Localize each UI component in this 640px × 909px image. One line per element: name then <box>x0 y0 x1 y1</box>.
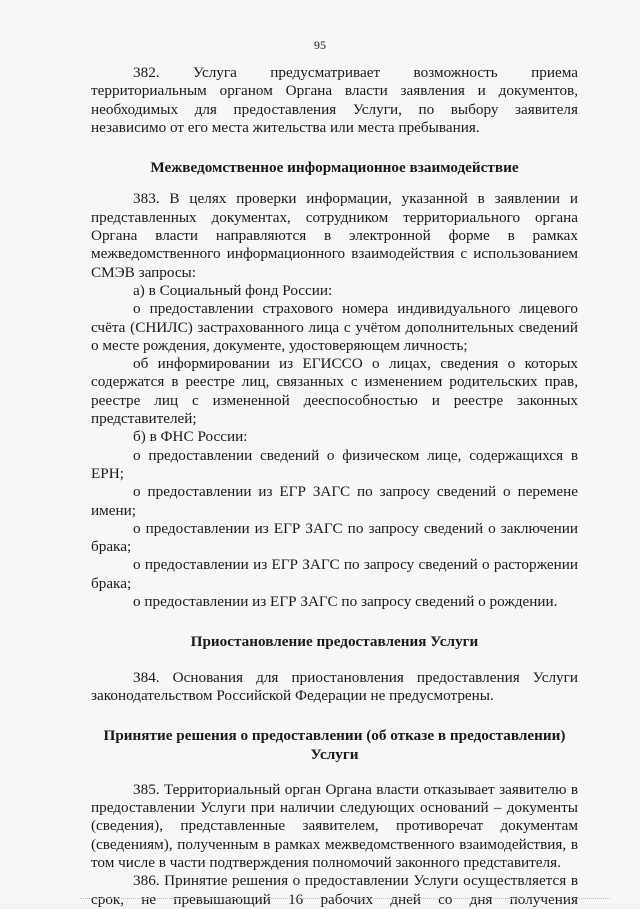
paragraph-383-a: а) в Социальный фонд России: <box>133 281 333 299</box>
page-number: 95 <box>314 38 326 52</box>
heading-decision: Принятие решения о предоставлении (об отказе в предоставлении) Услуги <box>103 727 566 763</box>
paragraph-385: 385. Территориальный орган Органа власти отказывает заявителю в предоставлении Услуги при наличии следующих оснований – документы (сведения), представленные заявителем, противоречат документам (сведениям), полученным в рамках межведомственного взаимодействия, в том числе в части подтверждения полномочий законного представителя. <box>91 780 578 871</box>
paragraph-383-a-2: об информировании из ЕГИССО о лицах, сведения о которых содержатся в реестре лиц, связанных с изменением родительских прав, реестре лиц с измененной дееспособностью и реестре законных представителей; <box>91 355 578 428</box>
paragraph-386: 386. Принятие решения о предоставлении Услуги осуществляется в срок, не превышающий 16 рабочих дней со дня получения <box>91 872 578 908</box>
paragraph-383-b-4: о предоставлении из ЕГР ЗАГС по запросу сведений о расторжении брака; <box>91 556 578 592</box>
paragraph-383-a-1: о предоставлении страхового номера индивидуального лицевого счёта (СНИЛС) застрахованного лица с учётом дополнительных сведений о месте рождения, документе, удостоверяющем личность; <box>91 300 578 354</box>
paragraph-383-b-5: о предоставлении из ЕГР ЗАГС по запросу сведений о рождении. <box>133 593 558 611</box>
heading-interagency: Межведомственное информационное взаимодействие <box>150 159 519 177</box>
heading-suspension: Приостановление предоставления Услуги <box>190 633 479 651</box>
paragraph-382: 382. Услуга предусматривает возможность приема территориальным органом Органа власти заявления и документов, необходимых для предоставления Услуги, по выбору заявителя независимо от его места жительства или места пребывания. <box>91 64 578 136</box>
paragraph-383-b-1: о предоставлении сведений о физическом лице, содержащихся в ЕРН; <box>91 446 578 482</box>
paragraph-384: 384. Основания для приостановления предоставления Услуги законодательством Российской Федерации не предусмотрены. <box>91 668 578 704</box>
paragraph-383-b: б) в ФНС России: <box>133 428 248 446</box>
scan-edge-divider <box>80 898 610 899</box>
document-body <box>91 64 578 909</box>
paragraph-383-b-2: о предоставлении из ЕГР ЗАГС по запросу сведений о перемене имени; <box>91 483 578 519</box>
paragraph-383: 383. В целях проверки информации, указанной в заявлении и представленных документах, сотрудником территориального органа Органа власти направляются в электронной форме в рамках межведомственного информационного взаимодействия с использованием СМЭВ запросы: <box>91 190 578 281</box>
paragraph-383-b-3: о предоставлении из ЕГР ЗАГС по запросу сведений о заключении брака; <box>91 519 578 556</box>
